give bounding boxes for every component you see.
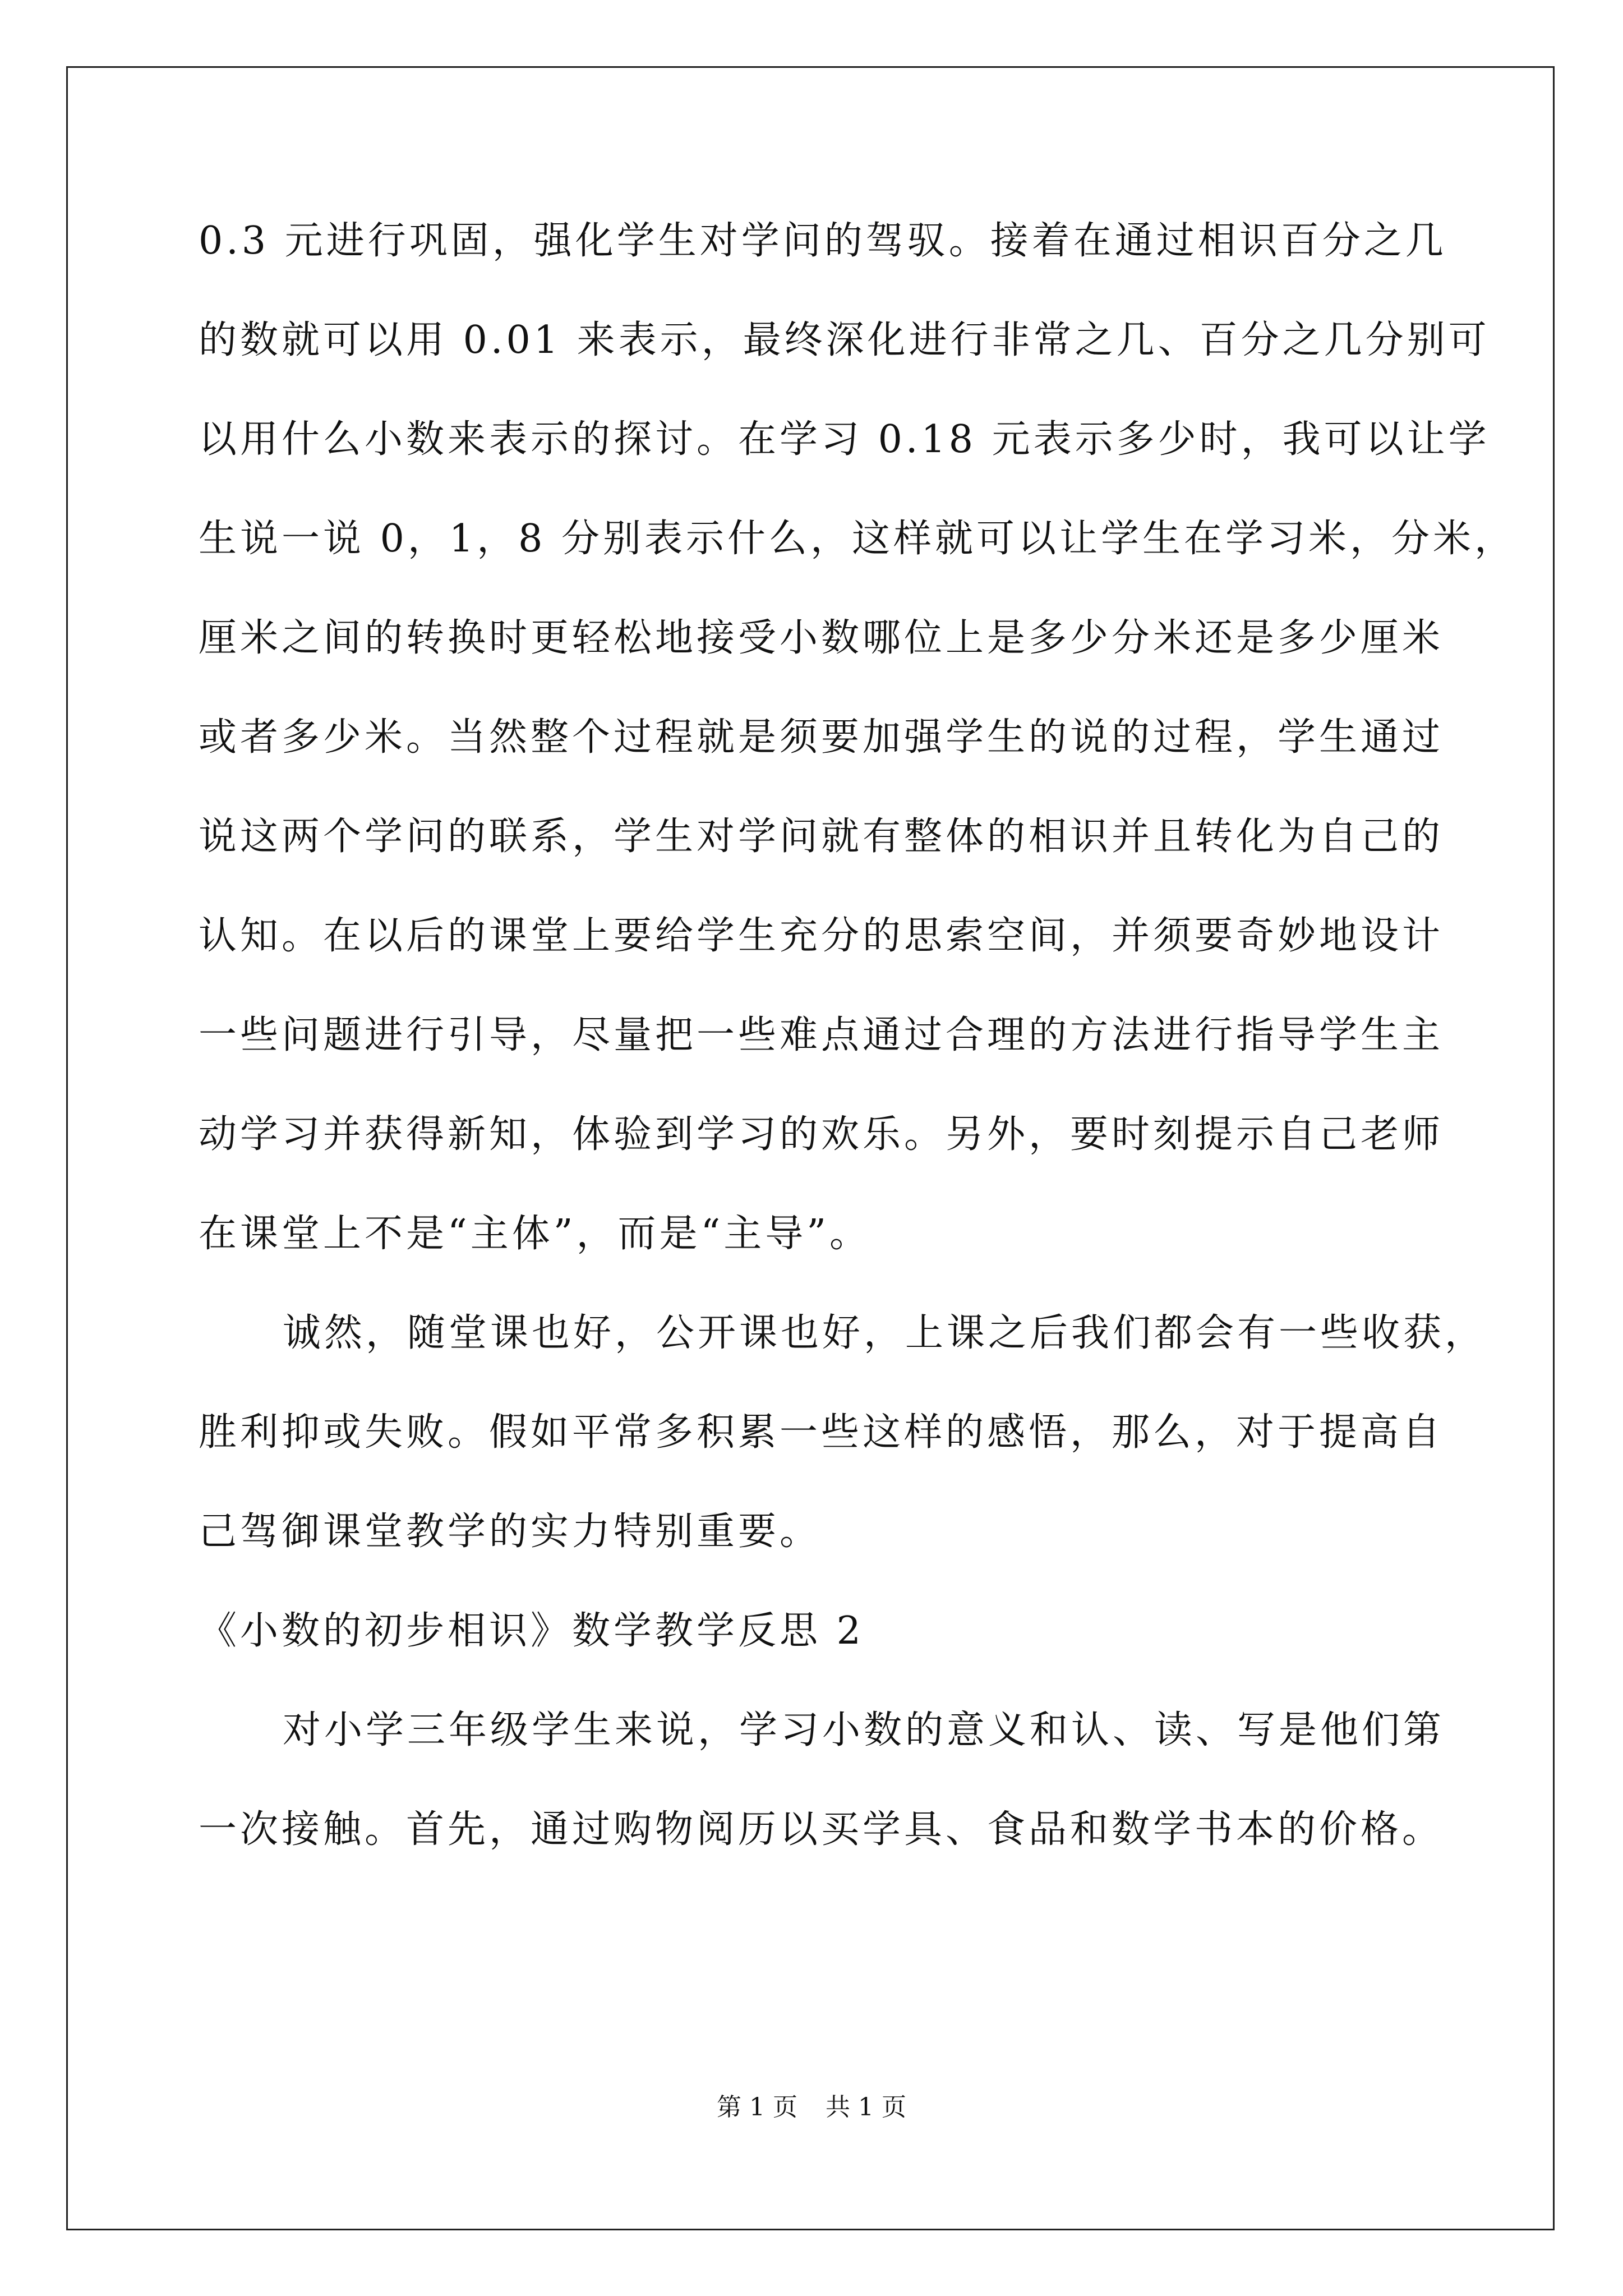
text-line: 己驾御课堂教学的实力特别重要。 (199, 1510, 822, 1554)
text-line: 对小学三年级学生来说，学习小数的意义和认、读、写是他们第 (283, 1708, 1445, 1752)
text-line: 认知。在以后的课堂上要给学生充分的思索空间，并须要奇妙地设计 (199, 914, 1444, 958)
text-line: 0.3 元进行巩固，强化学生对学问的驾驭。接着在通过相识百分之几 (199, 219, 1447, 263)
text-line: 一些问题进行引导，尽量把一些难点通过合理的方法进行指导学生主 (199, 1013, 1444, 1057)
text-line: 以用什么小数来表示的探讨。在学习 0.18 元表示多少时，我可以让学 (199, 417, 1490, 462)
text-line: 诚然，随堂课也好，公开课也好，上课之后我们都会有一些收获， (283, 1311, 1487, 1355)
paragraph-2 (199, 1305, 1487, 1603)
page-total: 共 1 页 (826, 2093, 906, 2122)
section-heading: 《小数的初步相识》数学教学反思 2 (199, 1609, 864, 1653)
paragraph-1 (199, 213, 1516, 1305)
page-number: 第 1 页 (717, 2093, 797, 2122)
text-line: 在课堂上不是“主体”，而是“主导”。 (199, 1212, 872, 1256)
text-line: 或者多少米。当然整个过程就是须要加强学生的说的过程，学生通过 (199, 715, 1444, 760)
page-footer (0, 2087, 1623, 2123)
text-line: 动学习并获得新知，体验到学习的欢乐。另外，要时刻提示自己老师 (199, 1112, 1444, 1157)
text-line: 厘米之间的转换时更轻松地接受小数哪位上是多少分米还是多少厘米 (199, 616, 1444, 660)
text-line: 一次接触。首先，通过购物阅历以买学具、食品和数学书本的价格。 (199, 1807, 1444, 1852)
text-line: 生说一说 0，1，8 分别表示什么，这样就可以让学生在学习米，分米， (199, 517, 1516, 561)
paragraph-3 (199, 1703, 1445, 1901)
text-line: 的数就可以用 0.01 来表示，最终深化进行非常之几、百分之几分别可 (199, 318, 1490, 362)
text-line: 说这两个学问的联系，学生对学问就有整体的相识并且转化为自己的 (199, 815, 1444, 859)
document-body (199, 213, 1516, 1901)
text-line: 胜利抑或失败。假如平常多积累一些这样的感悟，那么，对于提高自 (199, 1410, 1444, 1455)
